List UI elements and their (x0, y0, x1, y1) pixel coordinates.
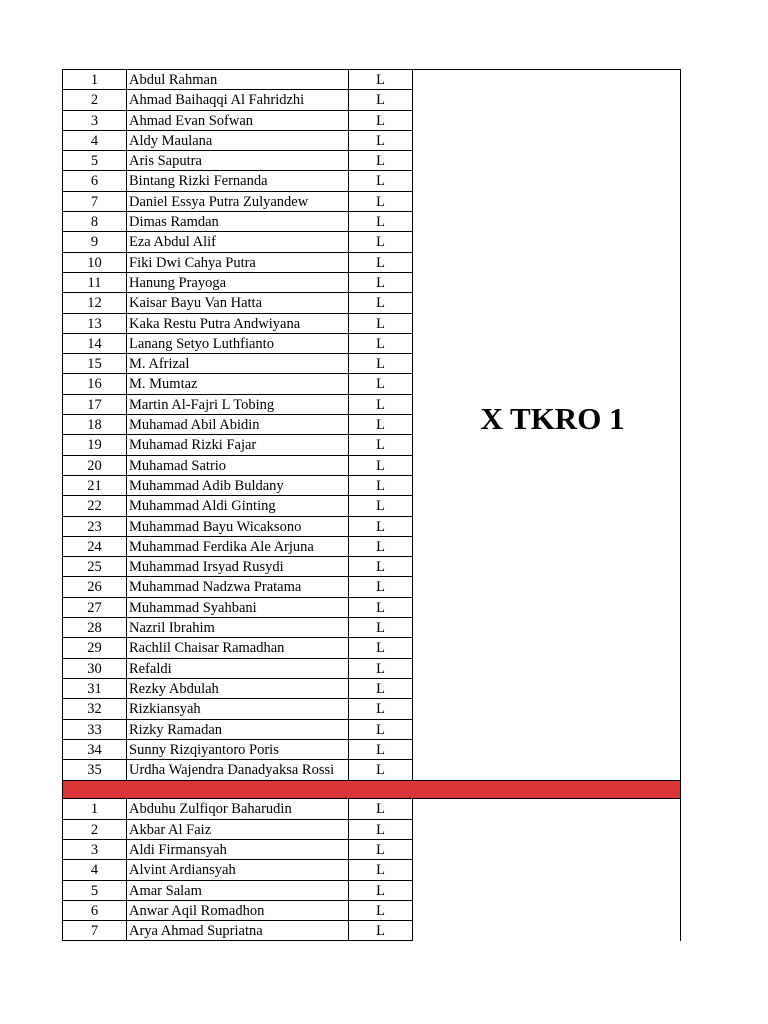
student-gender: L (348, 293, 413, 312)
row-number: 22 (62, 496, 126, 515)
row-number: 23 (62, 517, 126, 536)
student-gender: L (348, 232, 413, 251)
row-number: 20 (62, 456, 126, 475)
row-number: 7 (62, 921, 126, 940)
student-name: Kaka Restu Putra Andwiyana (126, 314, 348, 333)
table-row (62, 517, 413, 537)
student-gender: L (348, 334, 413, 353)
student-name: Muhamad Satrio (126, 456, 348, 475)
table-row (62, 618, 413, 638)
student-name: Anwar Aqil Romadhon (126, 901, 348, 920)
student-gender: L (348, 740, 413, 759)
student-name: Rizkiansyah (126, 699, 348, 718)
row-number: 30 (62, 659, 126, 678)
table-row (62, 212, 413, 232)
student-name: Rizky Ramadan (126, 720, 348, 739)
student-gender: L (348, 70, 413, 89)
row-number: 29 (62, 638, 126, 657)
student-name: M. Afrizal (126, 354, 348, 373)
row-number: 5 (62, 881, 126, 900)
class-title: X TKRO 1 (480, 401, 625, 437)
student-gender: L (348, 476, 413, 495)
student-gender: L (348, 598, 413, 617)
table-row (62, 374, 413, 394)
row-number: 6 (62, 901, 126, 920)
student-name: M. Mumtaz (126, 374, 348, 393)
table-row (62, 253, 413, 273)
student-gender: L (348, 618, 413, 637)
student-gender: L (348, 820, 413, 839)
table-row (62, 151, 413, 171)
student-name: Muhammad Bayu Wicaksono (126, 517, 348, 536)
row-number: 35 (62, 760, 126, 780)
row-number: 34 (62, 740, 126, 759)
student-gender: L (348, 699, 413, 718)
class-section-2 (62, 799, 681, 941)
row-number: 24 (62, 537, 126, 556)
row-number: 27 (62, 598, 126, 617)
row-number: 4 (62, 860, 126, 879)
student-name: Urdha Wajendra Danadyaksa Rossi (126, 760, 348, 780)
student-gender: L (348, 638, 413, 657)
table-row (62, 598, 413, 618)
row-number: 1 (62, 70, 126, 89)
row-number: 31 (62, 679, 126, 698)
student-gender: L (348, 354, 413, 373)
student-gender: L (348, 720, 413, 739)
student-name: Rezky Abdulah (126, 679, 348, 698)
row-number: 11 (62, 273, 126, 292)
student-name: Refaldi (126, 659, 348, 678)
row-number: 2 (62, 90, 126, 109)
student-gender: L (348, 111, 413, 130)
student-name: Bintang Rizki Fernanda (126, 171, 348, 190)
table-row (62, 415, 413, 435)
student-gender: L (348, 456, 413, 475)
table-row (62, 171, 413, 191)
student-gender: L (348, 131, 413, 150)
row-number: 7 (62, 192, 126, 211)
student-gender: L (348, 90, 413, 109)
student-name: Martin Al-Fajri L Tobing (126, 395, 348, 414)
student-gender: L (348, 496, 413, 515)
student-rows (62, 70, 413, 780)
student-name: Hanung Prayoga (126, 273, 348, 292)
row-number: 8 (62, 212, 126, 231)
table-row (62, 760, 413, 780)
table-row (62, 740, 413, 760)
student-name: Muhammad Nadzwa Pratama (126, 577, 348, 596)
student-gender: L (348, 517, 413, 536)
student-name: Kaisar Bayu Van Hatta (126, 293, 348, 312)
table-row (62, 273, 413, 293)
table-row (62, 131, 413, 151)
student-name: Eza Abdul Alif (126, 232, 348, 251)
student-gender: L (348, 374, 413, 393)
student-name: Muhammad Aldi Ginting (126, 496, 348, 515)
student-gender: L (348, 901, 413, 920)
table-row (62, 840, 413, 860)
table-row (62, 638, 413, 658)
student-name: Amar Salam (126, 881, 348, 900)
row-number: 19 (62, 435, 126, 454)
student-name: Muhammad Adib Buldany (126, 476, 348, 495)
row-number: 9 (62, 232, 126, 251)
row-number: 25 (62, 557, 126, 576)
student-name: Dimas Ramdan (126, 212, 348, 231)
row-number: 6 (62, 171, 126, 190)
table-row (62, 881, 413, 901)
student-gender: L (348, 577, 413, 596)
student-rows (62, 799, 413, 941)
student-gender: L (348, 881, 413, 900)
student-name: Ahmad Baihaqqi Al Fahridzhi (126, 90, 348, 109)
table-row (62, 395, 413, 415)
table-row (62, 679, 413, 699)
student-name: Fiki Dwi Cahya Putra (126, 253, 348, 272)
student-gender: L (348, 395, 413, 414)
student-gender: L (348, 151, 413, 170)
table-row (62, 557, 413, 577)
row-number: 1 (62, 799, 126, 818)
student-gender: L (348, 921, 413, 940)
student-name: Alvint Ardiansyah (126, 860, 348, 879)
row-number: 3 (62, 840, 126, 859)
table-row (62, 496, 413, 516)
row-number: 10 (62, 253, 126, 272)
student-gender: L (348, 253, 413, 272)
table-row (62, 293, 413, 313)
row-number: 21 (62, 476, 126, 495)
table-row (62, 921, 413, 941)
section-divider (62, 780, 681, 799)
student-name: Lanang Setyo Luthfianto (126, 334, 348, 353)
table-row (62, 314, 413, 334)
row-number: 15 (62, 354, 126, 373)
student-name: Akbar Al Faiz (126, 820, 348, 839)
student-name: Abdul Rahman (126, 70, 348, 89)
row-number: 2 (62, 820, 126, 839)
student-name: Aldi Firmansyah (126, 840, 348, 859)
row-number: 18 (62, 415, 126, 434)
student-gender: L (348, 314, 413, 333)
student-gender: L (348, 415, 413, 434)
student-gender: L (348, 840, 413, 859)
class-label-cell (413, 70, 680, 780)
row-number: 5 (62, 151, 126, 170)
student-gender: L (348, 799, 413, 818)
student-gender: L (348, 537, 413, 556)
student-gender: L (348, 557, 413, 576)
student-name: Muhamad Rizki Fajar (126, 435, 348, 454)
row-number: 17 (62, 395, 126, 414)
row-number: 13 (62, 314, 126, 333)
table-row (62, 476, 413, 496)
student-name: Abduhu Zulfiqor Baharudin (126, 799, 348, 818)
row-number: 12 (62, 293, 126, 312)
student-name: Rachlil Chaisar Ramadhan (126, 638, 348, 657)
student-name: Arya Ahmad Supriatna (126, 921, 348, 940)
table-row (62, 901, 413, 921)
table-row (62, 232, 413, 252)
student-name: Muhamad Abil Abidin (126, 415, 348, 434)
student-gender: L (348, 171, 413, 190)
row-number: 33 (62, 720, 126, 739)
student-name: Nazril Ibrahim (126, 618, 348, 637)
table-row (62, 659, 413, 679)
student-name: Aris Saputra (126, 151, 348, 170)
student-name: Muhammad Ferdika Ale Arjuna (126, 537, 348, 556)
student-gender: L (348, 192, 413, 211)
row-number: 16 (62, 374, 126, 393)
student-gender: L (348, 273, 413, 292)
student-gender: L (348, 212, 413, 231)
student-gender: L (348, 860, 413, 879)
table-row (62, 334, 413, 354)
table-row (62, 435, 413, 455)
student-gender: L (348, 760, 413, 780)
table-row (62, 799, 413, 819)
table-row (62, 192, 413, 212)
student-name: Muhammad Syahbani (126, 598, 348, 617)
table-row (62, 820, 413, 840)
student-gender: L (348, 679, 413, 698)
row-number: 14 (62, 334, 126, 353)
table-row (62, 577, 413, 597)
table-row (62, 70, 413, 90)
table-row (62, 699, 413, 719)
table-row (62, 537, 413, 557)
row-number: 3 (62, 111, 126, 130)
student-name: Muhammad Irsyad Rusydi (126, 557, 348, 576)
student-name: Aldy Maulana (126, 131, 348, 150)
table-row (62, 720, 413, 740)
student-list-sheet (62, 69, 681, 941)
class-section-1 (62, 69, 681, 780)
class-label-cell-empty (413, 799, 680, 941)
student-name: Sunny Rizqiyantoro Poris (126, 740, 348, 759)
row-number: 32 (62, 699, 126, 718)
student-name: Ahmad Evan Sofwan (126, 111, 348, 130)
table-row (62, 354, 413, 374)
table-row (62, 860, 413, 880)
table-row (62, 456, 413, 476)
row-number: 26 (62, 577, 126, 596)
row-number: 28 (62, 618, 126, 637)
table-row (62, 90, 413, 110)
student-gender: L (348, 659, 413, 678)
student-name: Daniel Essya Putra Zulyandew (126, 192, 348, 211)
student-gender: L (348, 435, 413, 454)
row-number: 4 (62, 131, 126, 150)
table-row (62, 111, 413, 131)
